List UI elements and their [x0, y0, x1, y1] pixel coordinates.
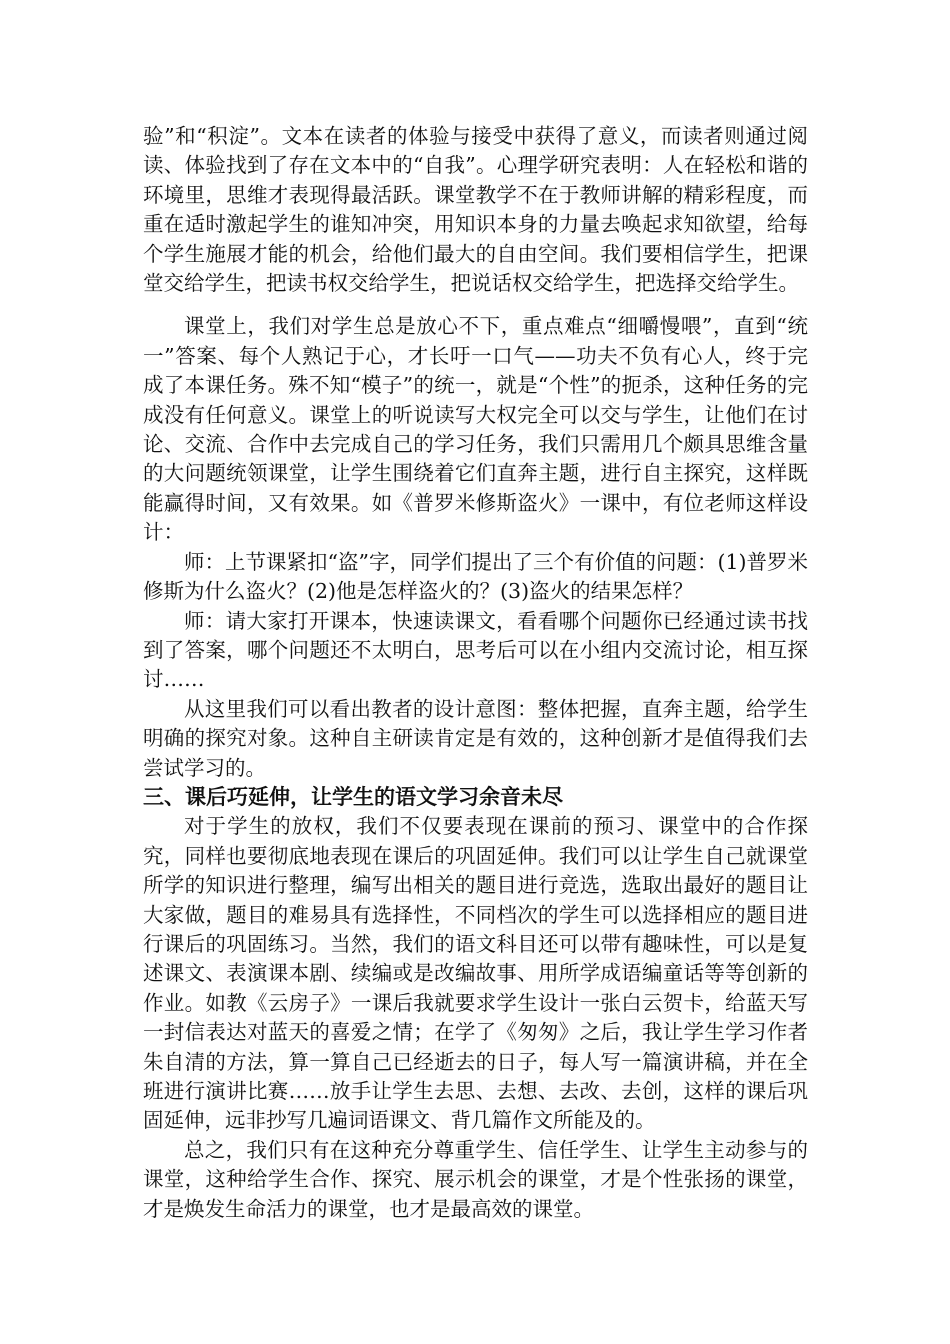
paragraph-classroom-control: 课堂上，我们对学生总是放心不下，重点难点“细嚼慢喂”，直到“统一”答案、每个人熟记于心，才长吁一口气——功夫不负有心人，终于完成了本课任务。殊不知“模子”的统一，就是“个性”的扼杀，这种任务的完成没有任何意义。课堂上的听说读写大权完全可以交与学生，让他们在讨论、交流、合作中去完成自己的学习任务，我们只需用几个颇具思维含量的大问题统领课堂，让学生围绕着它们直奔主题，进行自主探究，这样既能赢得时间，又有效果。如《普罗米修斯盗火》一课中，有位老师这样设计： [143, 314, 808, 545]
paragraph-conclusion: 总之，我们只有在这种充分尊重学生、信任学生、让学生主动参与的课堂，这种给学生合作、探究、展示机会的课堂，才是个性张扬的课堂，才是焕发生命活力的课堂，也才是最高效的课堂。 [143, 1137, 808, 1221]
document-body [143, 122, 808, 1224]
paragraph-after-class-extension: 对于学生的放权，我们不仅要表现在课前的预习、课堂中的合作探究，同样也要彻底地表现在课后的巩固延伸。我们可以让学生自己就课堂所学的知识进行整理，编写出相关的题目进行竞选，选取出最好的题目让大家做，题目的难易具有选择性，不同档次的学生可以选择相应的题目进行课后的巩固练习。当然，我们的语文科目还可以带有趣味性，可以是复述课文、表演课本剧、续编或是改编故事、用所学成语编童话等等创新的作业。如教《云房子》一课后我就要求学生设计一张白云贺卡，给蓝天写一封信表达对蓝天的喜爱之情；在学了《匆匆》之后，我让学生学习作者朱自清的方法，算一算自己已经逝去的日子，每人写一篇演讲稿，并在全班进行演讲比赛……放手让学生去思、去想、去改、去创，这样的课后巩固延伸，远非抄写几遍词语课文、背几篇作文所能及的。 [143, 814, 808, 1133]
paragraph-reader-experience: 验”和“积淀”。文本在读者的体验与接受中获得了意义，而读者则通过阅读、体验找到了存在文本中的“自我”。心理学研究表明：人在轻松和谐的环境里，思维才表现得最活跃。课堂教学不在于教师讲解的精彩程度，而重在适时激起学生的谁知冲突，用知识本身的力量去唤起求知欲望，给每个学生施展才能的机会，给他们最大的自由空间。我们要相信学生，把课堂交给学生，把读书权交给学生，把说话权交给学生，把选择交给学生。 [143, 124, 808, 296]
paragraph-teacher-question-2: 师：请大家打开课本，快速读课文，看看哪个问题你已经通过读书找到了答案，哪个问题还不太明白，思考后可以在小组内交流讨论，相互探讨…… [143, 608, 808, 692]
paragraph-design-intent: 从这里我们可以看出教者的设计意图：整体把握，直奔主题，给学生明确的探究对象。这种自主研读肯定是有效的，这种创新才是值得我们去尝试学习的。 [143, 696, 808, 780]
paragraph-teacher-question-1: 师：上节课紧扣“盗”字，同学们提出了三个有价值的问题：(1)普罗米修斯为什么盗火？(2)他是怎样盗火的？(3)盗火的结果怎样？ [143, 549, 808, 604]
section-heading-3: 三、课后巧延伸，让学生的语文学习余音未尽 [143, 784, 563, 809]
